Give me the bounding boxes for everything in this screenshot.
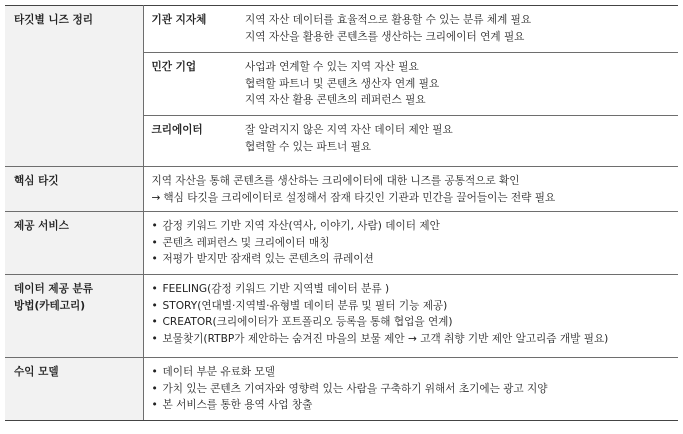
list-item: • 가치 있는 콘텐츠 기여자와 영향력 있는 사람을 구축하기 위해서 초기에는 광고 지양 [152, 381, 673, 398]
needs-line: 사업과 연계할 수 있는 지역 자산 필요 [245, 61, 419, 73]
institutions-needs [245, 6, 678, 53]
category-core-target: 핵심 타깃 [5, 167, 143, 212]
core-target-desc [143, 167, 678, 212]
row-core-target [5, 167, 678, 212]
list-item: • 저평가 받지만 잠재력 있는 콘텐츠의 큐레이션 [152, 251, 673, 268]
list-item: • CREATOR(크리에이터가 포트폴리오 등록을 통해 협업을 연계) [152, 314, 673, 331]
row-revenue [5, 358, 678, 421]
revenue-list [152, 364, 673, 414]
subcategory-private: 민간 기업 [143, 53, 245, 116]
category-label-line: 데이터 제공 분류 [14, 283, 94, 295]
list-item: • FEELING(감정 키워드 기반 지역별 데이터 분류 ) [152, 281, 673, 298]
needs-line: 잘 알려지지 않은 지역 자산 데이터 제안 필요 [245, 124, 453, 136]
subcategory-creator: 크리에이터 [143, 116, 245, 167]
row-needs-institutions [5, 6, 678, 53]
categories-desc [143, 275, 678, 358]
arrow-right-icon: → [151, 191, 161, 204]
category-services: 제공 서비스 [5, 212, 143, 275]
needs-line: 지역 자산 데이터를 효율적으로 활용할 수 있는 분류 체계 필요 [245, 14, 532, 26]
subcategory-institutions: 기관 지자체 [143, 6, 245, 53]
needs-line: 협력할 수 있는 파트너 필요 [245, 140, 372, 153]
category-data-classification [5, 275, 143, 358]
needs-line: 지역 자산 활용 콘텐츠의 레퍼런스 필요 [245, 94, 426, 106]
core-target-line: 지역 자산을 통해 콘텐츠를 생산하는 크리에이터에 대한 니즈를 공통적으로 확인 [151, 175, 520, 187]
list-item: • 보물찾기(RTBP가 제안하는 숨겨진 마을의 보물 제안 → 고객 취향 기반 제안 알고리즘 개발 필요) [152, 331, 673, 348]
list-item: • 데이터 부분 유료화 모델 [152, 364, 673, 381]
categories-list [152, 281, 673, 347]
list-item: • 본 서비스를 통한 용역 사업 창출 [152, 397, 673, 414]
services-desc [143, 212, 678, 275]
row-services [5, 212, 678, 275]
core-target-line [152, 190, 673, 207]
creator-needs [245, 116, 678, 167]
list-item: • 감정 키워드 기반 지역 자산(역사, 이야기, 사람) 데이터 제안 [152, 218, 673, 235]
row-categories [5, 275, 678, 358]
category-label-line: 방법(카테고리) [14, 299, 86, 312]
summary-table [5, 5, 678, 421]
list-item: • 콘텐츠 레퍼런스 및 크리에이터 매칭 [152, 235, 673, 252]
private-needs [245, 53, 678, 116]
needs-line: 지역 자산을 활용한 콘텐츠를 생산하는 크리에이터 연계 필요 [245, 30, 525, 43]
category-needs: 타깃별 니즈 정리 [5, 6, 143, 167]
services-list [152, 218, 673, 268]
needs-line: 협력할 파트너 및 콘텐츠 생산자 연계 필요 [245, 77, 440, 90]
revenue-desc [143, 358, 678, 421]
category-revenue: 수익 모델 [5, 358, 143, 421]
core-target-strategy: 핵심 타깃을 크리에이터로 설정해서 잠재 타깃인 기관과 민간을 끌어들이는 전략 필요 [163, 191, 556, 204]
list-item: • STORY(연대별·지역별·유형별 데이터 분류 및 필터 기능 제공) [152, 298, 673, 315]
